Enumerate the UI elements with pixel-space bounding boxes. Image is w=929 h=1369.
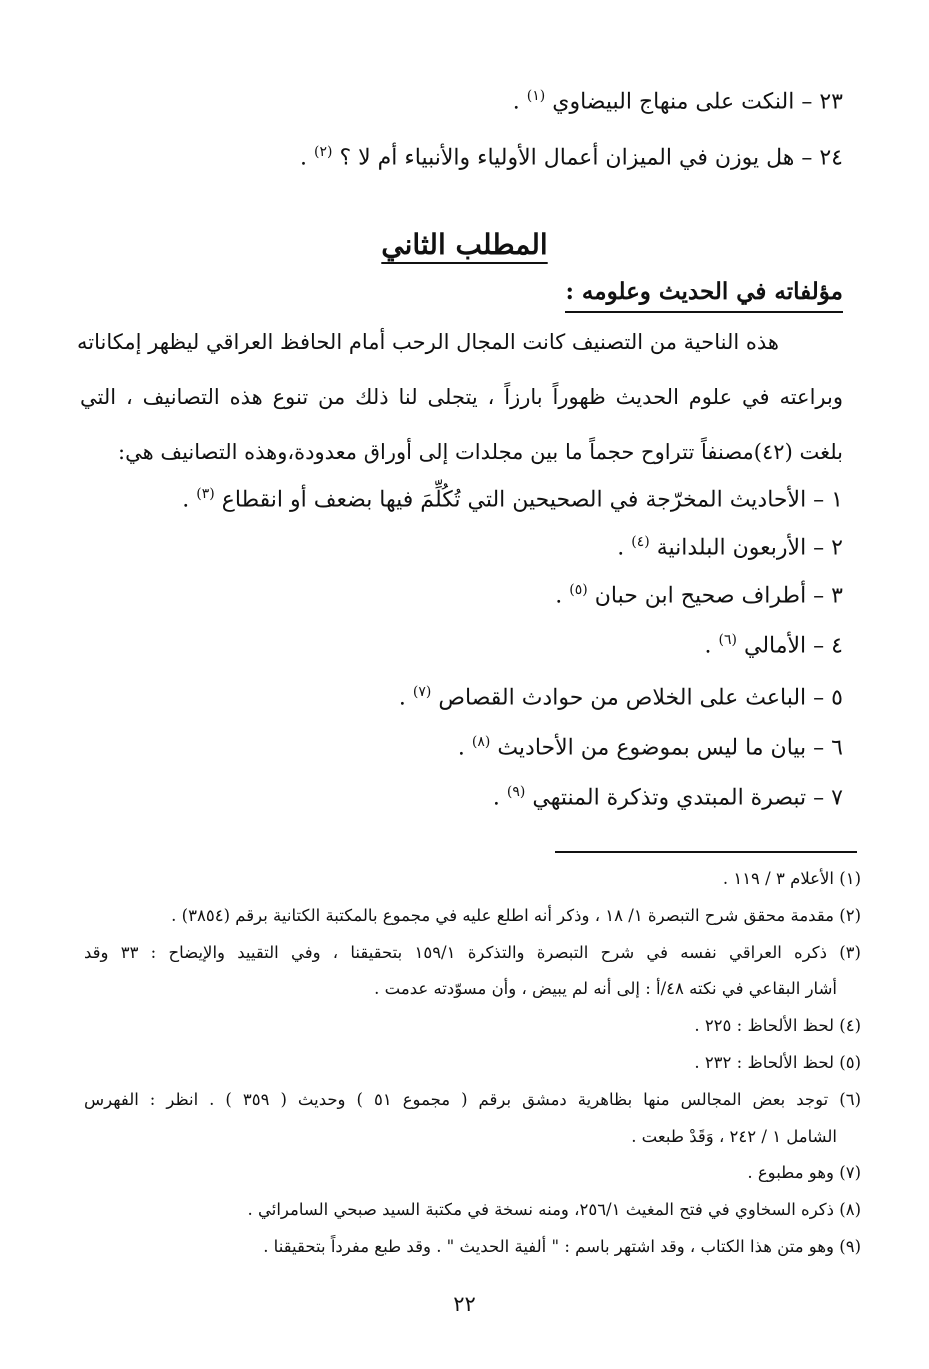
list-item xyxy=(182,486,843,512)
footnote-ref: (٢) xyxy=(313,144,333,160)
list-item-end: . xyxy=(492,785,500,811)
footnote-ref: (١) xyxy=(526,88,546,104)
list-item-text: ١ – الأحاديث المخرّجة في الصحيحين التي تُكُلِّمَ فيها بضعف أو انقطاع xyxy=(221,487,843,513)
list-item-end: . xyxy=(398,685,406,711)
list-item-text: ٢ – الأربعون البلدانية xyxy=(656,535,843,561)
page-number: ٢٢ xyxy=(453,1292,476,1316)
list-item-end: . xyxy=(299,145,307,171)
list-item xyxy=(458,734,843,760)
footnote-ref: (٦) xyxy=(718,632,737,648)
list-item-text: ٧ – تبصرة المبتدي وتذكرة المنتهي xyxy=(532,785,843,811)
footnote: (٨) ذكره السخاوي في فتح المغيث ٢٥٦/١، ومنه نسخة في مكتبة السيد صبحي السامرائي . xyxy=(247,1200,861,1219)
footnote-ref: (٨) xyxy=(471,734,491,750)
list-item-text: ٢٣ – النكت على منهاج البيضاوي xyxy=(552,89,843,115)
footnote-continuation: أشار البقاعي في نكته ٤٨/أ : إلى أنه لم يبيض ، وأن مسوّدته عدمت . xyxy=(374,979,837,998)
footnote-ref: (٧) xyxy=(412,684,432,700)
paragraph-line: هذه الناحية من التصنيف كانت المجال الرحب أمام الحافظ العراقي ليظهر إمكاناته xyxy=(77,330,779,354)
footnote-ref: (٤) xyxy=(631,534,650,550)
list-item-end: . xyxy=(512,89,520,115)
list-item-text: ٢٤ – هل يوزن في الميزان أعمال الأولياء والأنبياء أم لا ؟ xyxy=(339,145,843,171)
footnote-ref: (٥) xyxy=(569,582,588,598)
list-item-end: . xyxy=(457,735,465,761)
subsection-title: مؤلفاته في الحديث وعلومه : xyxy=(565,278,843,313)
paragraph-line: وبراعته في علوم الحديث ظهوراً بارزاً ، يتجلى لنا ذلك من تنوع هذه التصانيف ، التي xyxy=(80,385,843,409)
footnote: (٦) توجد بعض المجالس منها بظاهرية دمشق برقم ( مجموع ٥١ ) وحديث ( ٣٥٩ ) . انظر : الفهرس xyxy=(84,1090,861,1109)
list-item xyxy=(493,784,843,810)
footnote: (٣) ذكره العراقي نفسه في شرح التبصرة والتذكرة ١٥٩/١ بتحقيقنا ، وفي التقييد والإيضاح : ٣٣ وقد xyxy=(84,943,861,962)
footnote: (١) الأعلام ٣ / ١١٩ . xyxy=(722,869,861,888)
paragraph-line: بلغت (٤٢)مصنفاً تتراوح حجماً ما بين مجلدات إلى أوراق معدودة،وهذه التصانيف هي: xyxy=(118,440,843,464)
list-item-end: . xyxy=(704,633,712,659)
footnote-continuation: الشامل ١ / ٢٤٢ ، وَقَدْ طبعت . xyxy=(631,1127,837,1146)
list-item xyxy=(399,684,843,710)
list-item xyxy=(513,88,843,114)
footnote-divider xyxy=(555,851,857,853)
list-item-text: ٦ – بيان ما ليس بموضوع من الأحاديث xyxy=(497,735,843,761)
list-item-text: ٤ – الأمالي xyxy=(743,633,843,659)
footnote: (٩) وهو متن هذا الكتاب ، وقد اشتهر باسم : " ألفية الحديث " . وقد طبع مفرداً بتحقيقنا . xyxy=(263,1237,861,1256)
footnote: (٢) مقدمة محقق شرح التبصرة ١/ ١٨ ، وذكر أنه اطلع عليه في مجموع بالمكتبة الكتانية برقم (٣٨٥٤) . xyxy=(171,906,861,925)
list-item xyxy=(300,144,843,170)
footnote: (٧) وهو مطبوع . xyxy=(747,1163,861,1182)
list-item xyxy=(705,632,843,658)
footnote: (٥) لحظ الألحاظ : ٢٣٢ . xyxy=(694,1053,861,1072)
list-item-end: . xyxy=(182,487,190,513)
list-item xyxy=(617,534,843,560)
list-item xyxy=(555,582,843,608)
section-title: المطلب الثاني xyxy=(381,228,548,261)
footnote: (٤) لحظ الألحاظ : ٢٢٥ . xyxy=(694,1016,861,1035)
footnote-ref: (٩) xyxy=(506,784,526,800)
list-item-text: ٥ – الباعث على الخلاص من حوادث القصاص xyxy=(438,685,843,711)
list-item-end: . xyxy=(555,583,563,609)
list-item-end: . xyxy=(617,535,625,561)
footnote-ref: (٣) xyxy=(196,486,215,502)
list-item-text: ٣ – أطراف صحيح ابن حبان xyxy=(594,583,843,609)
